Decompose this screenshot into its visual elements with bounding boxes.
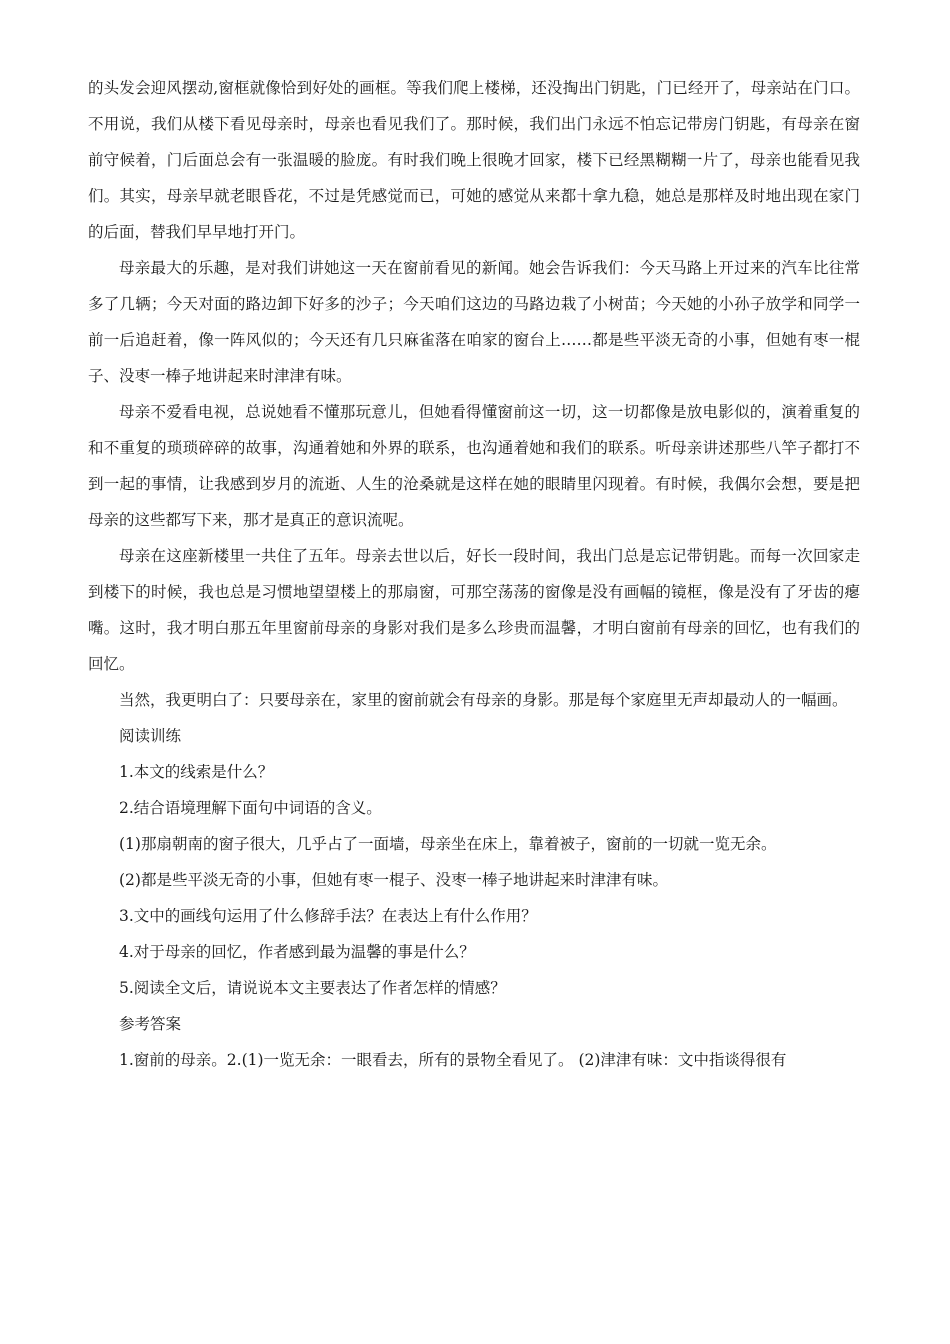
- question-5: 5.阅读全文后，请说说本文主要表达了作者怎样的情感？: [119, 979, 506, 997]
- article-paragraph-3: 母亲不爱看电视，总说她看不懂那玩意儿，但她看得懂窗前这一切，这一切都像是放电影似的，演着重复的和不重复的琐琐碎碎的故事，沟通着她和外界的联系，也沟通着她和我们的联系。听母亲讲述那些八竿子都打不到一起的事情，让我感到岁月的流逝、人生的沧桑就是这样在她的眼睛里闪现着。有时候，我偶尔会想，要是把母亲的这些都写下来，那才是真正的意识流呢。: [88, 403, 860, 529]
- exercise-heading: 阅读训练: [119, 727, 182, 745]
- answers-heading: 参考答案: [119, 1015, 182, 1033]
- question-3: 3.文中的画线句运用了什么修辞手法？在表达上有什么作用？: [119, 907, 537, 925]
- article-paragraph-5: 当然，我更明白了：只要母亲在，家里的窗前就会有母亲的身影。那是每个家庭里无声却最动人的一幅画。: [119, 691, 848, 709]
- article-paragraph-1: 的头发会迎风摆动,窗框就像恰到好处的画框。等我们爬上楼梯，还没掏出门钥匙，门已经开了，母亲站在门口。不用说，我们从楼下看见母亲时，母亲也看见我们了。那时候，我们出门永远不怕忘记带房门钥匙，有母亲在窗前守候着，门后面总会有一张温暖的脸庞。有时我们晚上很晚才回家，楼下已经黑糊糊一片了，母亲也能看见我们。其实，母亲早就老眼昏花，不过是凭感觉而已，可她的感觉从来都十拿九稳，她总是那样及时地出现在家门的后面，替我们早早地打开门。: [88, 79, 860, 241]
- document-page: [88, 70, 860, 1078]
- answer-line-1: 1.窗前的母亲。2.(1)一览无余：一眼看去，所有的景物全看见了。 (2)津津有味：文中指谈得很有: [119, 1051, 787, 1069]
- question-1: 1.本文的线索是什么？: [119, 763, 274, 781]
- question-2-item-1: (1)那扇朝南的窗子很大，几乎占了一面墙，母亲坐在床上，靠着被子，窗前的一切就一览无余。: [119, 835, 777, 853]
- question-2: 2.结合语境理解下面句中词语的含义。: [119, 799, 382, 817]
- question-2-item-2: (2)都是些平淡无奇的小事，但她有枣一棍子、没枣一棒子地讲起来时津津有味。: [119, 871, 668, 889]
- article-paragraph-2: 母亲最大的乐趣，是对我们讲她这一天在窗前看见的新闻。她会告诉我们：今天马路上开过来的汽车比往常多了几辆；今天对面的路边卸下好多的沙子；今天咱们这边的马路边栽了小树苗；今天她的小孙子放学和同学一前一后追赶着，像一阵风似的；今天还有几只麻雀落在咱家的窗台上……都是些平淡无奇的小事，但她有枣一棍子、没枣一棒子地讲起来时津津有味。: [88, 259, 860, 385]
- article-paragraph-4: 母亲在这座新楼里一共住了五年。母亲去世以后，好长一段时间，我出门总是忘记带钥匙。而每一次回家走到楼下的时候，我也总是习惯地望望楼上的那扇窗，可那空荡荡的窗像是没有画幅的镜框，像是没有了牙齿的瘪嘴。这时，我才明白那五年里窗前母亲的身影对我们是多么珍贵而温馨，才明白窗前有母亲的回忆，也有我们的回忆。: [88, 547, 860, 673]
- question-4: 4.对于母亲的回忆，作者感到最为温馨的事是什么？: [119, 943, 475, 961]
